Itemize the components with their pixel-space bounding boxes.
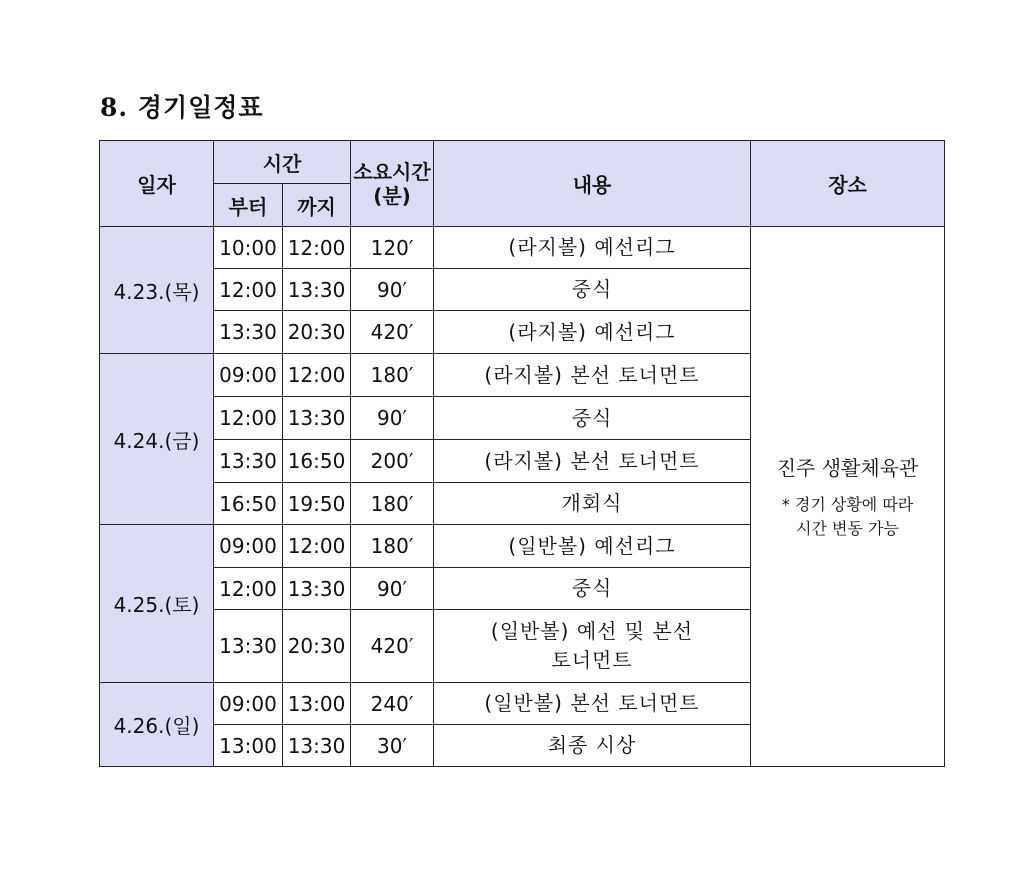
- content-cell: (일반볼) 예선리그: [434, 525, 751, 568]
- from-cell: 13:30: [214, 311, 283, 354]
- table-row: [100, 227, 945, 269]
- to-cell: 12:00: [283, 354, 351, 397]
- to-cell: 16:50: [283, 440, 351, 483]
- header-content: 내용: [434, 141, 751, 227]
- from-cell: 12:00: [214, 269, 283, 311]
- to-cell: 13:30: [283, 725, 351, 767]
- from-cell: 13:00: [214, 725, 283, 767]
- content-cell: 중식: [434, 568, 751, 610]
- to-cell: 12:00: [283, 525, 351, 568]
- from-cell: 12:00: [214, 397, 283, 440]
- duration-cell: 30′: [351, 725, 434, 767]
- content-cell: (일반볼) 본선 토너먼트: [434, 683, 751, 725]
- to-cell: 20:30: [283, 610, 351, 683]
- header-to: 까지: [283, 184, 351, 227]
- header-date: 일자: [100, 141, 214, 227]
- place-cell: [751, 227, 945, 767]
- content-cell: (라지볼) 예선리그: [434, 311, 751, 354]
- place-name: 진주 생활체육관: [776, 455, 919, 480]
- duration-cell: 90′: [351, 397, 434, 440]
- content-cell: (라지볼) 예선리그: [434, 227, 751, 269]
- from-cell: 09:00: [214, 354, 283, 397]
- header-place: 장소: [751, 141, 945, 227]
- duration-cell: 120′: [351, 227, 434, 269]
- duration-cell: 180′: [351, 525, 434, 568]
- to-cell: 19:50: [283, 483, 351, 525]
- place-note: * 경기 상황에 따라 시간 변동 가능: [781, 494, 914, 538]
- to-cell: 12:00: [283, 227, 351, 269]
- to-cell: 13:30: [283, 397, 351, 440]
- from-cell: 13:30: [214, 610, 283, 683]
- to-cell: 13:00: [283, 683, 351, 725]
- duration-cell: 90′: [351, 568, 434, 610]
- from-cell: 09:00: [214, 525, 283, 568]
- date-cell: 4.23.(목): [100, 227, 214, 354]
- content-cell: (일반볼) 예선 및 본선 토너먼트: [434, 610, 751, 683]
- to-cell: 20:30: [283, 311, 351, 354]
- duration-cell: 420′: [351, 610, 434, 683]
- from-cell: 09:00: [214, 683, 283, 725]
- header-duration-label: 소요시간 (분): [353, 159, 431, 208]
- content-cell: (라지볼) 본선 토너먼트: [434, 440, 751, 483]
- content-cell: (라지볼) 본선 토너먼트: [434, 354, 751, 397]
- from-cell: 16:50: [214, 483, 283, 525]
- duration-cell: 180′: [351, 354, 434, 397]
- date-cell: 4.25.(토): [100, 525, 214, 683]
- content-cell: 개회식: [434, 483, 751, 525]
- header-from: 부터: [214, 184, 283, 227]
- schedule-table: [99, 140, 945, 767]
- to-cell: 13:30: [283, 269, 351, 311]
- to-cell: 13:30: [283, 568, 351, 610]
- page-title: 8. 경기일정표: [100, 93, 264, 122]
- duration-cell: 200′: [351, 440, 434, 483]
- duration-cell: 420′: [351, 311, 434, 354]
- date-cell: 4.24.(금): [100, 354, 214, 525]
- content-cell: 중식: [434, 397, 751, 440]
- duration-cell: 240′: [351, 683, 434, 725]
- duration-cell: 90′: [351, 269, 434, 311]
- content-cell: 중식: [434, 269, 751, 311]
- date-cell: 4.26.(일): [100, 683, 214, 767]
- from-cell: 13:30: [214, 440, 283, 483]
- header-time: 시간: [214, 141, 351, 184]
- duration-cell: 180′: [351, 483, 434, 525]
- header-duration: [351, 141, 434, 227]
- from-cell: 10:00: [214, 227, 283, 269]
- from-cell: 12:00: [214, 568, 283, 610]
- content-cell: 최종 시상: [434, 725, 751, 767]
